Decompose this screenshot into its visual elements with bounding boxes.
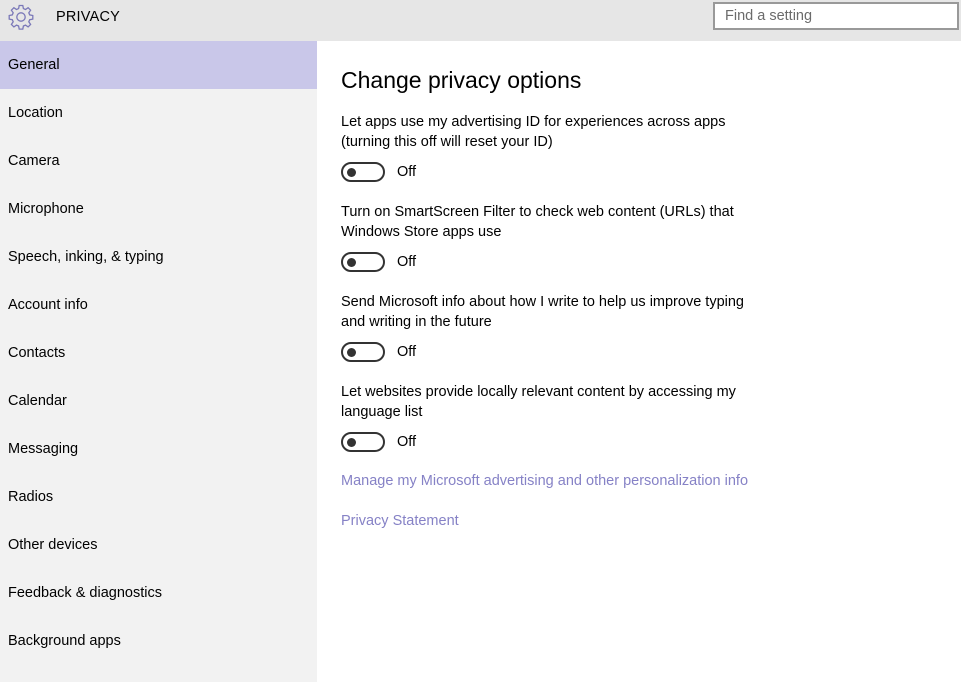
toggle-state-label: Off	[397, 434, 417, 450]
setting-typing-info	[341, 292, 786, 362]
setting-description-line: Windows Store apps use	[341, 224, 502, 240]
sidebar-item-other-devices[interactable]: Other devices	[8, 537, 98, 553]
toggle-knob	[347, 348, 356, 357]
search-input[interactable]	[713, 2, 959, 30]
setting-description-line: Let apps use my advertising ID for experiences across apps	[341, 114, 726, 130]
sidebar-item-contacts[interactable]: Contacts	[8, 345, 66, 361]
language-list-toggle[interactable]	[341, 432, 385, 452]
advertising-id-toggle[interactable]	[341, 162, 385, 182]
sidebar-item-background-apps[interactable]: Background apps	[8, 633, 121, 649]
sidebar-item-location[interactable]: Location	[8, 105, 63, 121]
sidebar-item-calendar[interactable]: Calendar	[8, 393, 67, 409]
setting-description-line: (turning this off will reset your ID)	[341, 134, 553, 150]
typing-info-toggle[interactable]	[341, 342, 385, 362]
setting-description-line: Let websites provide locally relevant content by accessing my	[341, 384, 736, 400]
setting-description	[341, 112, 781, 152]
page-title: PRIVACY	[56, 9, 120, 25]
sidebar-item-messaging[interactable]: Messaging	[8, 441, 79, 457]
toggle-knob	[347, 258, 356, 267]
sidebar	[0, 41, 317, 682]
section-title: Change privacy options	[341, 67, 582, 93]
sidebar-item-speech-inking-typing[interactable]: Speech, inking, & typing	[8, 249, 164, 265]
toggle-state-label: Off	[397, 254, 417, 270]
setting-description-line: Turn on SmartScreen Filter to check web content (URLs) that	[341, 204, 734, 220]
toggle-state-label: Off	[397, 164, 417, 180]
manage-advertising-link[interactable]: Manage my Microsoft advertising and other personalization info	[341, 473, 749, 489]
setting-description	[341, 292, 786, 332]
toggle-knob	[347, 168, 356, 177]
toggle-knob	[347, 438, 356, 447]
sidebar-item-account-info[interactable]: Account info	[8, 297, 88, 313]
setting-smartscreen	[341, 202, 781, 272]
setting-language-list	[341, 382, 781, 452]
setting-description-line: language list	[341, 404, 423, 420]
privacy-statement-link[interactable]: Privacy Statement	[341, 513, 459, 529]
sidebar-item-radios[interactable]: Radios	[8, 489, 54, 505]
sidebar-item-general[interactable]: General	[0, 41, 317, 89]
title-bar	[0, 0, 961, 41]
smartscreen-toggle[interactable]	[341, 252, 385, 272]
sidebar-item-microphone[interactable]: Microphone	[8, 201, 84, 217]
setting-description-line: and writing in the future	[341, 314, 492, 330]
sidebar-item-camera[interactable]: Camera	[8, 153, 60, 169]
setting-advertising-id	[341, 112, 781, 182]
gear-icon	[8, 4, 34, 30]
sidebar-item-feedback-diagnostics[interactable]: Feedback & diagnostics	[8, 585, 162, 601]
setting-description	[341, 202, 781, 242]
setting-description	[341, 382, 781, 422]
setting-description-line: Send Microsoft info about how I write to help us improve typing	[341, 294, 744, 310]
toggle-state-label: Off	[397, 344, 417, 360]
